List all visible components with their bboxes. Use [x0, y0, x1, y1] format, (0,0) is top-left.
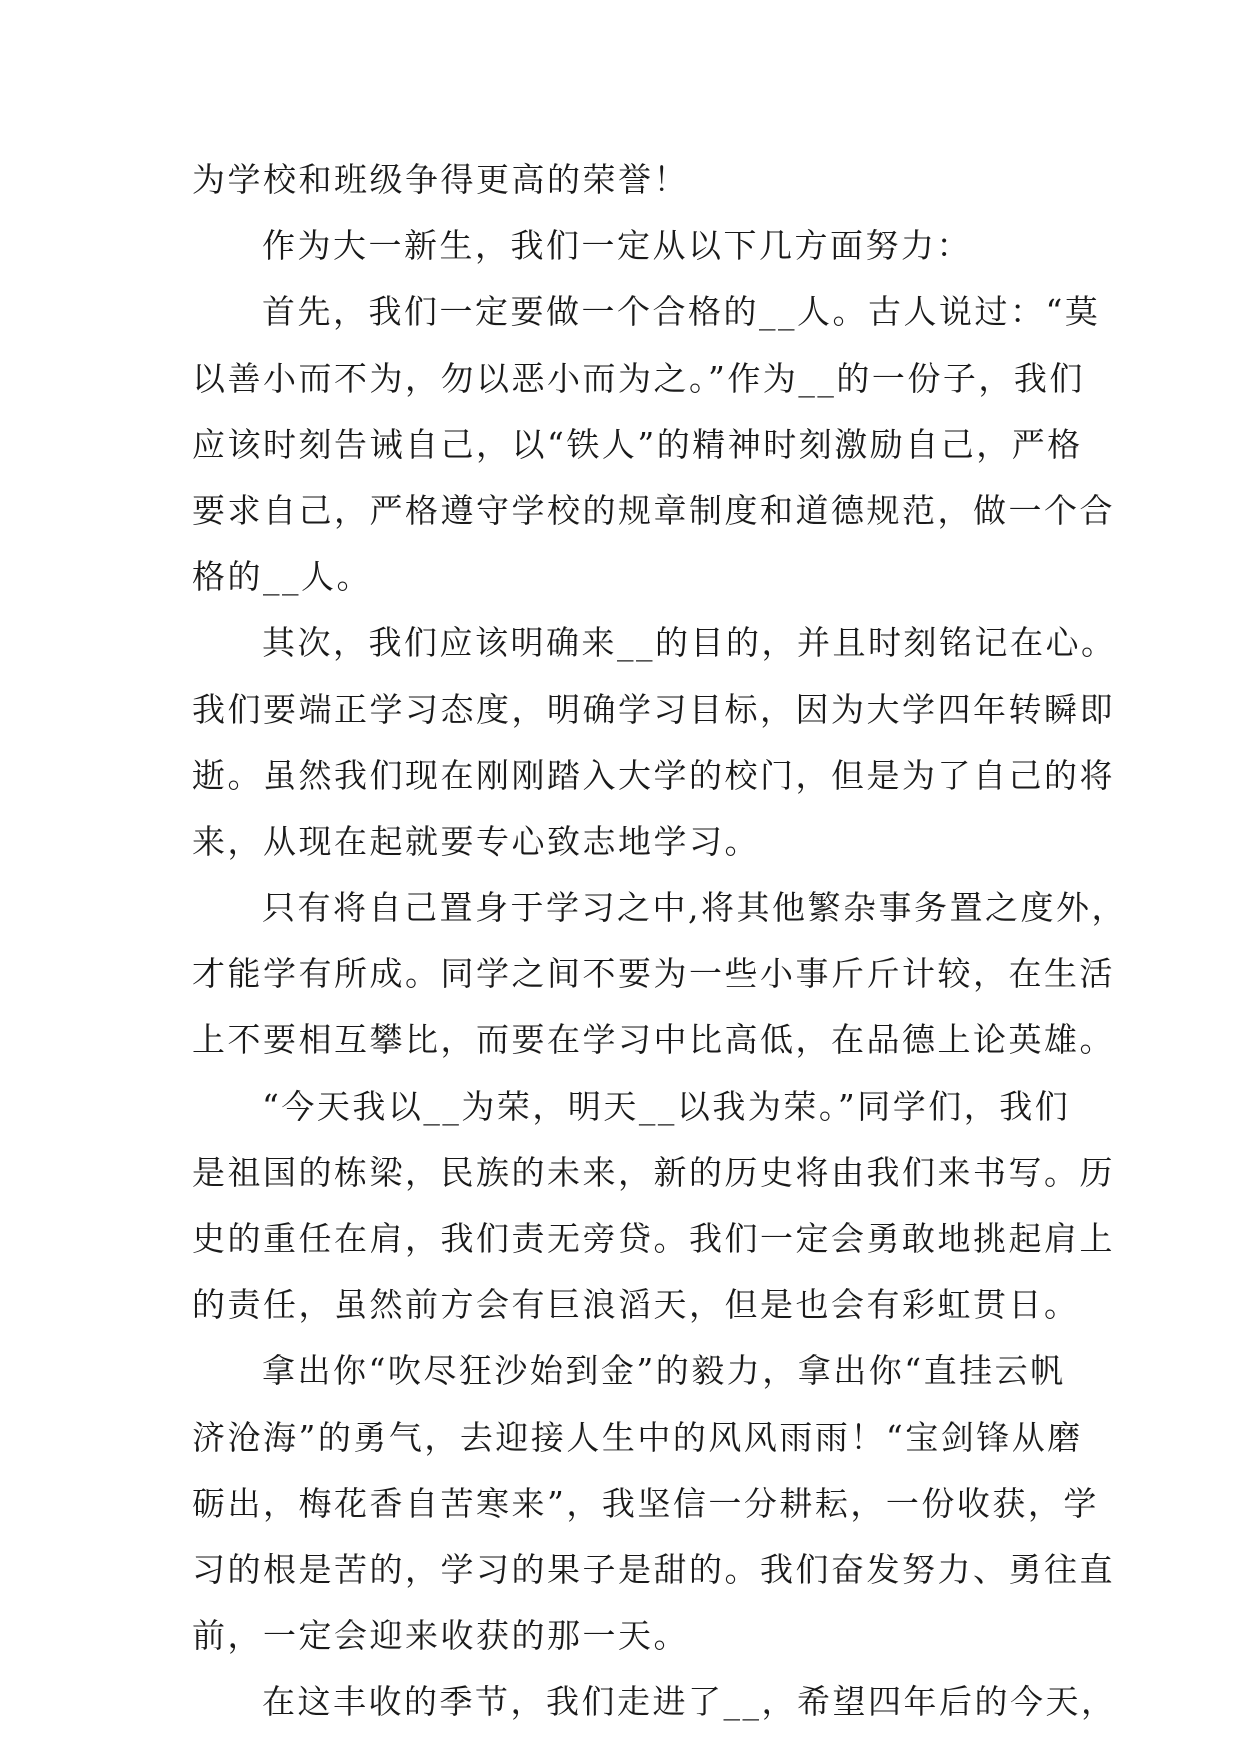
text-line: “今天我以__为荣，明天__以我为荣。”同学们，我们: [262, 1086, 1071, 1126]
text-line: 的责任，虽然前方会有巨浪滔天，但是也会有彩虹贯日。: [192, 1285, 1080, 1325]
text-line: 作为大一新生，我们一定从以下几方面努力：: [262, 226, 972, 266]
text-line: 我们要端正学习态度，明确学习目标，因为大学四年转瞬即: [192, 689, 1115, 729]
document-body: [192, 160, 1127, 1749]
text-line: 逝。虽然我们现在刚刚踏入大学的校门，但是为了自己的将: [192, 755, 1115, 795]
text-line: 才能学有所成。同学之间不要为一些小事斤斤计较，在生活: [192, 954, 1115, 994]
text-line: 习的根是苦的，学习的果子是甜的。我们奋发努力、勇往直: [192, 1549, 1115, 1589]
text-line: 来，从现在起就要专心致志地学习。: [192, 821, 760, 861]
text-line: 格的__人。: [192, 557, 372, 597]
text-line: 为学校和班级争得更高的荣誉！: [192, 160, 689, 199]
text-line: 史的重任在肩，我们责无旁贷。我们一定会勇敢地挑起肩上: [192, 1219, 1115, 1258]
text-line: 在这丰收的季节，我们走进了__，希望四年后的今天，: [262, 1682, 1117, 1722]
text-line: 前，一定会迎来收获的那一天。: [192, 1616, 689, 1656]
text-line: 其次，我们应该明确来__的目的，并且时刻铭记在心。: [262, 623, 1117, 663]
text-line: 是祖国的栋梁，民族的未来，新的历史将由我们来书写。历: [192, 1152, 1115, 1192]
text-line: 首先，我们一定要做一个合格的__人。古人说过：“莫: [262, 292, 1101, 332]
text-line: 砺出，梅花香自苦寒来”，我坚信一分耕耘，一份收获，学: [192, 1483, 1099, 1523]
text-line: 只有将自己置身于学习之中,将其他繁杂事务置之度外，: [262, 888, 1127, 928]
text-line: 应该时刻告诫自己，以“铁人”的精神时刻激励自己，严格: [192, 424, 1083, 464]
text-line: 上不要相互攀比，而要在学习中比高低，在品德上论英雄。: [192, 1020, 1115, 1060]
text-line: 要求自己，严格遵守学校的规章制度和道德规范，做一个合: [192, 490, 1115, 530]
text-line: 拿出你“吹尽狂沙始到金”的毅力，拿出你“直挂云帆: [262, 1351, 1066, 1391]
text-line: 以善小而不为，勿以恶小而为之。”作为__的一份子，我们: [192, 358, 1085, 398]
text-line: 济沧海”的勇气，去迎接人生中的风风雨雨！“宝剑锋从磨: [192, 1417, 1083, 1457]
